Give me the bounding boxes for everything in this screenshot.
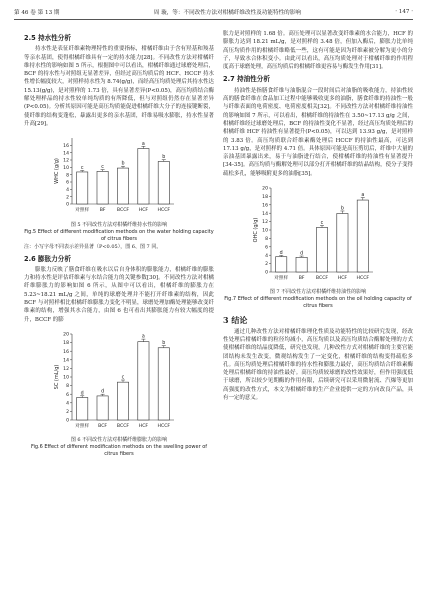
y-tick-label: 18 [63,341,69,347]
x-tick-label: HCF [337,276,348,282]
y-tick-label: 14 [63,151,69,157]
y-tick-label: 10 [63,166,69,172]
x-tick-label: HCCF [157,208,171,214]
bar [117,382,128,420]
x-tick-label: HCCF [157,423,171,429]
x-tick-label: 对照样 [75,208,90,214]
bar [117,168,128,204]
significance-letter: d [80,391,84,397]
y-tick-label: 6 [265,245,268,251]
section-3-title: 3 结论 [223,315,248,326]
running-header [14,6,413,20]
x-tick-label: BCCF [315,276,329,282]
bar [97,396,108,420]
x-tick-label: HCF [138,208,149,214]
significance-letter: c [101,165,104,171]
bar [158,162,169,205]
figure-6-caption-cn: 图 6 不同改性方法对柑橘纤维膨胀力的影响 [70,437,168,444]
y-tick-label: 2 [66,195,69,201]
figure-6-chart [24,328,214,434]
y-tick-label: 4 [265,253,268,259]
significance-letter: a [361,193,365,199]
significance-letter: a [141,334,145,340]
y-tick-label: 8 [265,237,268,243]
x-tick-label: BF [99,208,106,214]
header-volume: 第 46 卷 第 13 期 [14,10,60,16]
y-tick-label: 10 [63,375,69,381]
y-tick-label: 4 [66,401,69,407]
bar [316,228,327,273]
paragraph: 持水性是表征纤维素物理特性的重要指标，柑橘纤维由于含有羟基和羧基等亲水基团，使得柑橘纤维具有一定的持水能力[28]。不同改性方法对柑橘纤维持水性的影响如图 5 所示，根据图中可以看出，柑橘纤维通过球磨处理后，BCF 的持水性与对照组无显著差异，但经过高压均质后的 HCF、HCCF 持水性增长幅度较大，对照样持水性为 8.74(g/g)，而经高压均质处理后其持水性达 15.13(g/g)，是对照样的 1.73 倍，具有显著差异(P<0.05)，高压均质结合酶解处理样品的持水性较单纯均质的有所降低，但与对照组仍然存在显著差异(P<0.05)。分析其原因可能是高压均质能促进柑橘纤维大分子的连接键断裂，使纤维的结构变蓬松，暴露出更多的亲水基团，纤维易吸水膨胀，持水性显著升高[29]。 [24,46,214,127]
y-tick-label: 2 [66,409,69,415]
paragraph: 通过几种改性方法对柑橘纤维理化性质及功能特性的比较研究发现，经改性处理后柑橘纤维的粒径均减小，高压均质以及高压均质结合酶解处理的方式使柑橘纤维的结晶度降低，研究也发现，几种改性方式对柑橘纤维的主要官能团结构未发生改变，微观结构发生了一定变化，柑橘纤维的结构变得疏松多孔。高压均质处理后柑橘纤维的持水性和膨胀力最好，高压均质结合纤维素酶处理后柑橘纤维的持油性最好。高压均质较球磨的改性效果好，但作用强度低于球磨，所以较少见期酶的作用有限，后续研究可以采用微射流、汽爆等更加高强度的改性方式，本文为柑橘纤维的生产企业提供一定的方向改良产品，具有一定的意义。 [223,328,413,402]
figure-5-caption-en: Fig.5 Effect of different modification methods on the water holding capacity of citrus fibers [24,228,214,242]
significance-letter: b [162,155,166,161]
y-tick-label: 0 [265,270,268,276]
y-tick-label: 12 [262,220,268,226]
y-tick-label: 8 [66,173,69,179]
significance-letter: d [279,250,283,256]
y-tick-label: 18 [262,195,268,201]
y-tick-label: 4 [66,188,69,194]
figure-note: 注：小写字母不同表示差异显著（P<0.05），图 6、图 7 同。 [24,243,162,250]
significance-letter: d [300,251,304,257]
bar [77,397,88,419]
y-tick-label: 16 [262,203,268,209]
section-2-7-title: 2.7 持油性分析 [223,75,270,84]
x-tick-label: BCCF [116,208,130,214]
header-title: 周 璇，等：不同改性方法对柑橘纤维改性及功能特性的影响 [153,10,301,16]
bar [276,257,287,272]
y-axis-label: SC (mL/g) [54,364,60,390]
figure-7-caption-en: Fig.7 Effect of different modification methods on the oil holding capacity of citrus fibers [224,296,412,310]
x-tick-label: HCCF [356,276,370,282]
significance-letter: c [121,375,125,381]
y-axis-label: OHC (g/g) [253,217,259,243]
bar [296,257,307,272]
y-tick-label: 10 [262,228,268,234]
y-tick-label: 20 [262,186,268,192]
significance-letter: b [121,161,125,167]
x-tick-label: 对照样 [75,423,90,429]
y-tick-label: 6 [66,392,69,398]
bar [77,172,88,204]
section-2-5-title: 2.5 持水性分析 [24,34,71,42]
x-tick-label: BCCF [116,423,130,429]
y-tick-label: 12 [63,158,69,164]
significance-letter: a [141,142,145,148]
y-tick-label: 16 [63,144,69,150]
x-tick-label: 对照样 [274,276,289,282]
bar [357,200,368,272]
y-tick-label: 8 [66,384,69,390]
y-tick-label: 0 [66,202,69,208]
bar [158,348,169,420]
significance-letter: b [340,206,344,212]
x-tick-label: BCF [98,423,108,429]
significance-letter: b [162,341,166,347]
y-tick-label: 12 [63,366,69,372]
header-page-number: · 147 · [395,9,413,15]
bar [138,342,149,420]
y-tick-label: 2 [265,262,268,268]
y-tick-label: 20 [63,332,69,338]
figure-6 [24,328,214,458]
significance-letter: c [320,220,324,226]
bar [97,172,108,205]
left-column [24,30,214,460]
figure-5 [24,132,214,250]
figure-5-chart [24,132,214,218]
y-tick-label: 16 [63,349,69,355]
y-axis-label: WHC (g/g) [54,158,60,185]
bar [138,149,149,204]
paragraph: 持油性是指膳食纤维与油脂混合一段时间后对油脂的吸收能力，持油性较高的膳食纤维在食品加工过程中能够吸收更多的油脂，膳食纤维的持油性一般与纤维表面的电荷密度、电荷密度相关[32]。不同改性方法对柑橘纤维持油性的影响如图 7 所示，可以看出，柑橘纤维的持油性在 3.50~17.13 g/g 之间，柑橘纤维经过球磨处理后，BCF 的持油性变化不显著，经过高压均质处理后的柑橘纤维 HCF 持油性有显著提升(P<0.05)，可以达到 13.93 g/g，是对照样的 3.83 倍。高压均质联合纤维素酶处理后 HCCF 的持油性最高，可达到 17.13 g/g，是对照样的 4.71 倍。具体原因可能是高压剪切后，纤维中大量的亲油基团暴露出来，易于与油脂进行结合，使柑橘纤维的持油性有显著提升[34-35]。高压均质与酶解处理可以部分打开柑橘纤维的结晶结构，使分子变得疏松多孔，能够吸附更多的油脂[35]。 [223,87,413,177]
y-tick-label: 14 [262,211,268,217]
section-2-6-title: 2.6 膨胀力分析 [24,254,71,263]
bar [337,214,348,273]
figure-7-caption-cn: 图 7 不同改性方法对柑橘纤维持油性的影响 [269,289,367,296]
figure-6-caption-en: Fig.6 Effect of different modification methods on the swelling power of citrus fibers [30,444,208,458]
x-tick-label: BF [298,276,305,282]
significance-letter: c [80,166,84,172]
y-tick-label: 0 [66,418,69,424]
y-tick-label: 6 [66,180,69,186]
figure-7 [223,182,413,310]
paragraph: 胀力是对照样的 1.68 倍。高压处理可以显著改变纤维素的水合能力，HCF 的膨胀力达到 18.21 mL/g，是对照样的 3.48 倍，但加入酶后，膨胀力比单纯高压均质作用的柑橘纤维略低一些，这有可能是因为纤维素被分解为更小的分子，导致水合体积变小。由此可以看出，高压均质处理对于柑橘纤维的作用程度高于球磨处理，高压均质后的柑橘纤维更容易与酶发生作用[31]。 [223,31,413,71]
figure-5-caption-cn: 图 5 不同改性方法对柑橘纤维持水性的影响 [70,221,168,228]
significance-letter: d [101,389,105,395]
y-tick-label: 14 [63,358,69,364]
figure-7-chart [223,182,413,286]
paragraph: 膨胀力反映了膳食纤维在吸水以后自身体积的膨胀能力，柑橘纤维的膨胀力和持水性是评估纤维素与水结合能力的关键参数[30]。不同改性方法对柑橘纤维膨胀力的影响如图 6 所示，从图中可以看出，柑橘纤维的膨胀力在 5.23~18.21 mL/g 之间，单纯的球磨处理并不能打开纤维素的结构，因此 BCF 与对照样相比柑橘纤维膨胀力变化不明显，球磨处理加酶处理能够改变纤维素的结构，增强其水合能力，由图 6 也可看出其膨胀能力有较大幅度的提升，BCCF 的膨 [24,266,214,323]
x-tick-label: HCF [138,423,149,429]
right-column [223,30,413,402]
